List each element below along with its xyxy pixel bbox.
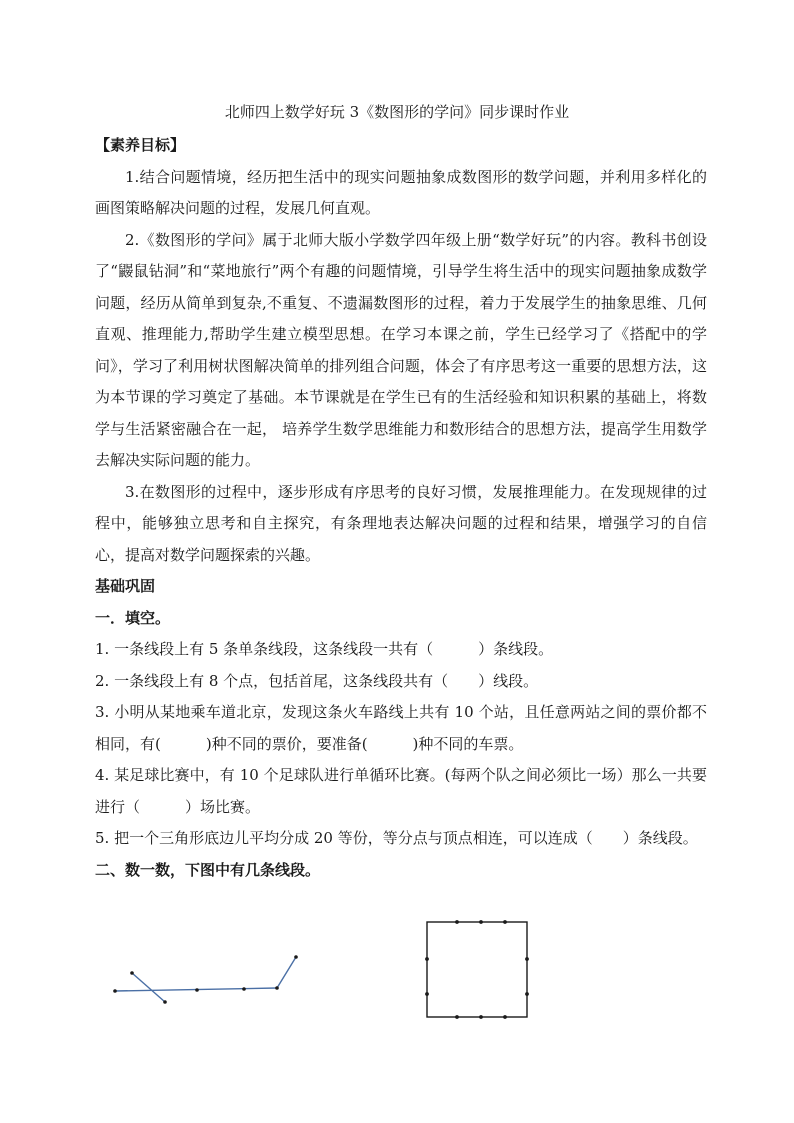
point	[130, 971, 134, 975]
objective-paragraph-3: 3.在数图形的过程中，逐步形成有序思考的良好习惯，发展推理能力。在发现规律的过程中，能够独立思考和自主探究，有条理地表达解决问题的过程和结果，增强学习的自信心，提高对数学问题探索的兴趣。	[95, 482, 707, 564]
question-3: 3. 小明从某地乘车道北京，发现这条火车路线上共有 10 个站，且任意两站之间的票价都不相同，有( )种不同的票价，要准备( )种不同的车票。	[95, 703, 707, 753]
point	[195, 988, 199, 992]
point	[503, 1015, 507, 1019]
section2-heading: 二、数一数，下图中有几条线段。	[95, 860, 321, 879]
point	[479, 920, 483, 924]
question-1: 1. 一条线段上有 5 条单条线段，这条线段一共有（ ）条线段。	[95, 640, 554, 658]
page-title: 北师四上数学好玩 3《数图形的学问》同步课时作业	[224, 103, 570, 121]
objective-paragraph-1: 1.结合问题情境，经历把生活中的现实问题抽象成数图形的数学问题，并利用多样化的画图策略解决问题的过程，发展几何直观。	[95, 167, 707, 217]
section1-heading: 一．填空。	[95, 608, 171, 627]
question-5: 5. 把一个三角形底边儿平均分成 20 等份，等分点与顶点相连，可以连成（ ）条线段。	[95, 829, 698, 847]
point	[294, 955, 298, 959]
point	[525, 992, 529, 996]
square-figure	[420, 915, 535, 1025]
point	[455, 1015, 459, 1019]
question-2: 2. 一条线段上有 8 个点，包括首尾，这条线段共有（ ）线段。	[95, 671, 539, 690]
question-4: 4. 某足球比赛中，有 10 个足球队进行单循环比赛。(每两个队之间必须比一场）那么一共要进行（ ）场比赛。	[95, 766, 707, 816]
point	[479, 1015, 483, 1019]
point	[503, 920, 507, 924]
line-segments-figure	[105, 945, 310, 1010]
document-body	[95, 130, 707, 886]
rising-segment	[277, 957, 296, 988]
basic-heading: 基础巩固	[95, 577, 156, 595]
point	[113, 989, 117, 993]
point	[455, 920, 459, 924]
point	[163, 1000, 167, 1004]
point	[425, 992, 429, 996]
point	[275, 986, 279, 990]
point	[242, 987, 246, 991]
objectives-heading: 【素养目标】	[95, 136, 186, 154]
objective-paragraph-2: 2.《数图形的学问》属于北师大版小学数学四年级上册“数学好玩”的内容。教科书创设了“鼹鼠钻洞”和“菜地旅行”两个有趣的问题情境，引导学生将生活中的现实问题抽象成数学问题，经历从简单到复杂,不重复、不遗漏数图形的过程，着力于发展学生的抽象思维、几何直观、推理能力,帮助学生建立模型思想。在学习本课之前，学生已经学习了《搭配中的学问》，学习了利用树状图解决简单的排列组合问题，体会了有序思考这一重要的思想方法，这为本节课的学习奠定了基础。本节课就是在学生已有的生活经验和知识积累的基础上，将数学与生活紧密融合在一起， 培养学生数学思维能力和数形结合的思想方法，提高学生用数学去解决实际问题的能力。	[95, 230, 707, 469]
point	[425, 957, 429, 961]
point	[525, 957, 529, 961]
square-outline	[427, 922, 527, 1017]
crossing-segment	[132, 973, 165, 1002]
